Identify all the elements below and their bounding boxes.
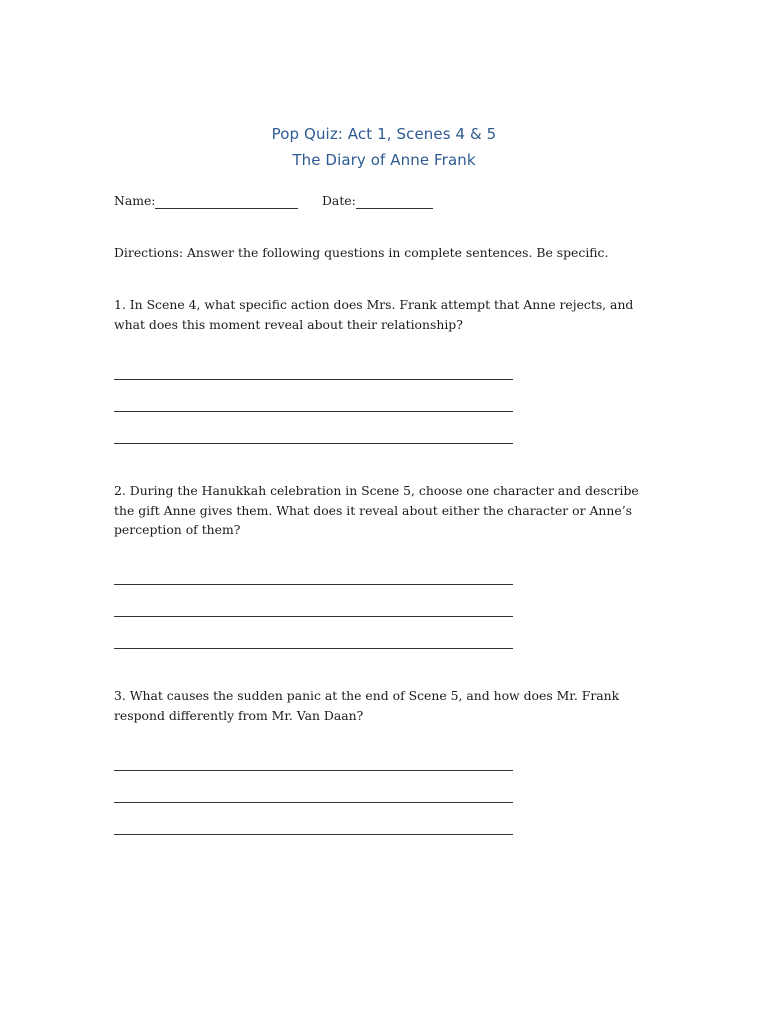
answer-line-q3-1[interactable] <box>114 770 513 771</box>
date-field-line[interactable] <box>356 208 433 209</box>
name-label: Name: <box>114 193 156 208</box>
date-label: Date: <box>322 193 356 208</box>
question-3: 3. What causes the sudden panic at the end of Scene 5, and how does Mr. Frank respond differently from Mr. Van Daan? <box>114 688 620 723</box>
answer-line-q1-1[interactable] <box>114 379 513 380</box>
quiz-title: Pop Quiz: Act 1, Scenes 4 & 5 <box>271 125 497 143</box>
name-field-line[interactable] <box>155 208 298 209</box>
question-2: 2. During the Hanukkah celebration in Scene 5, choose one character and describe the gift Anne gives them. What does it reveal about either the character or Anne’s perception of them? <box>114 483 639 537</box>
answer-line-q2-1[interactable] <box>114 584 513 585</box>
question-1: 1. In Scene 4, what specific action does Mrs. Frank attempt that Anne rejects, and what does this moment reveal about their relationship? <box>114 297 634 332</box>
answer-line-q2-2[interactable] <box>114 616 513 617</box>
answer-line-q3-3[interactable] <box>114 834 513 835</box>
answer-line-q1-3[interactable] <box>114 443 513 444</box>
answer-line-q2-3[interactable] <box>114 648 513 649</box>
answer-line-q3-2[interactable] <box>114 802 513 803</box>
quiz-subtitle: The Diary of Anne Frank <box>292 151 476 169</box>
answer-line-q1-2[interactable] <box>114 411 513 412</box>
directions-text: Directions: Answer the following questions in complete sentences. Be specific. <box>114 245 609 260</box>
